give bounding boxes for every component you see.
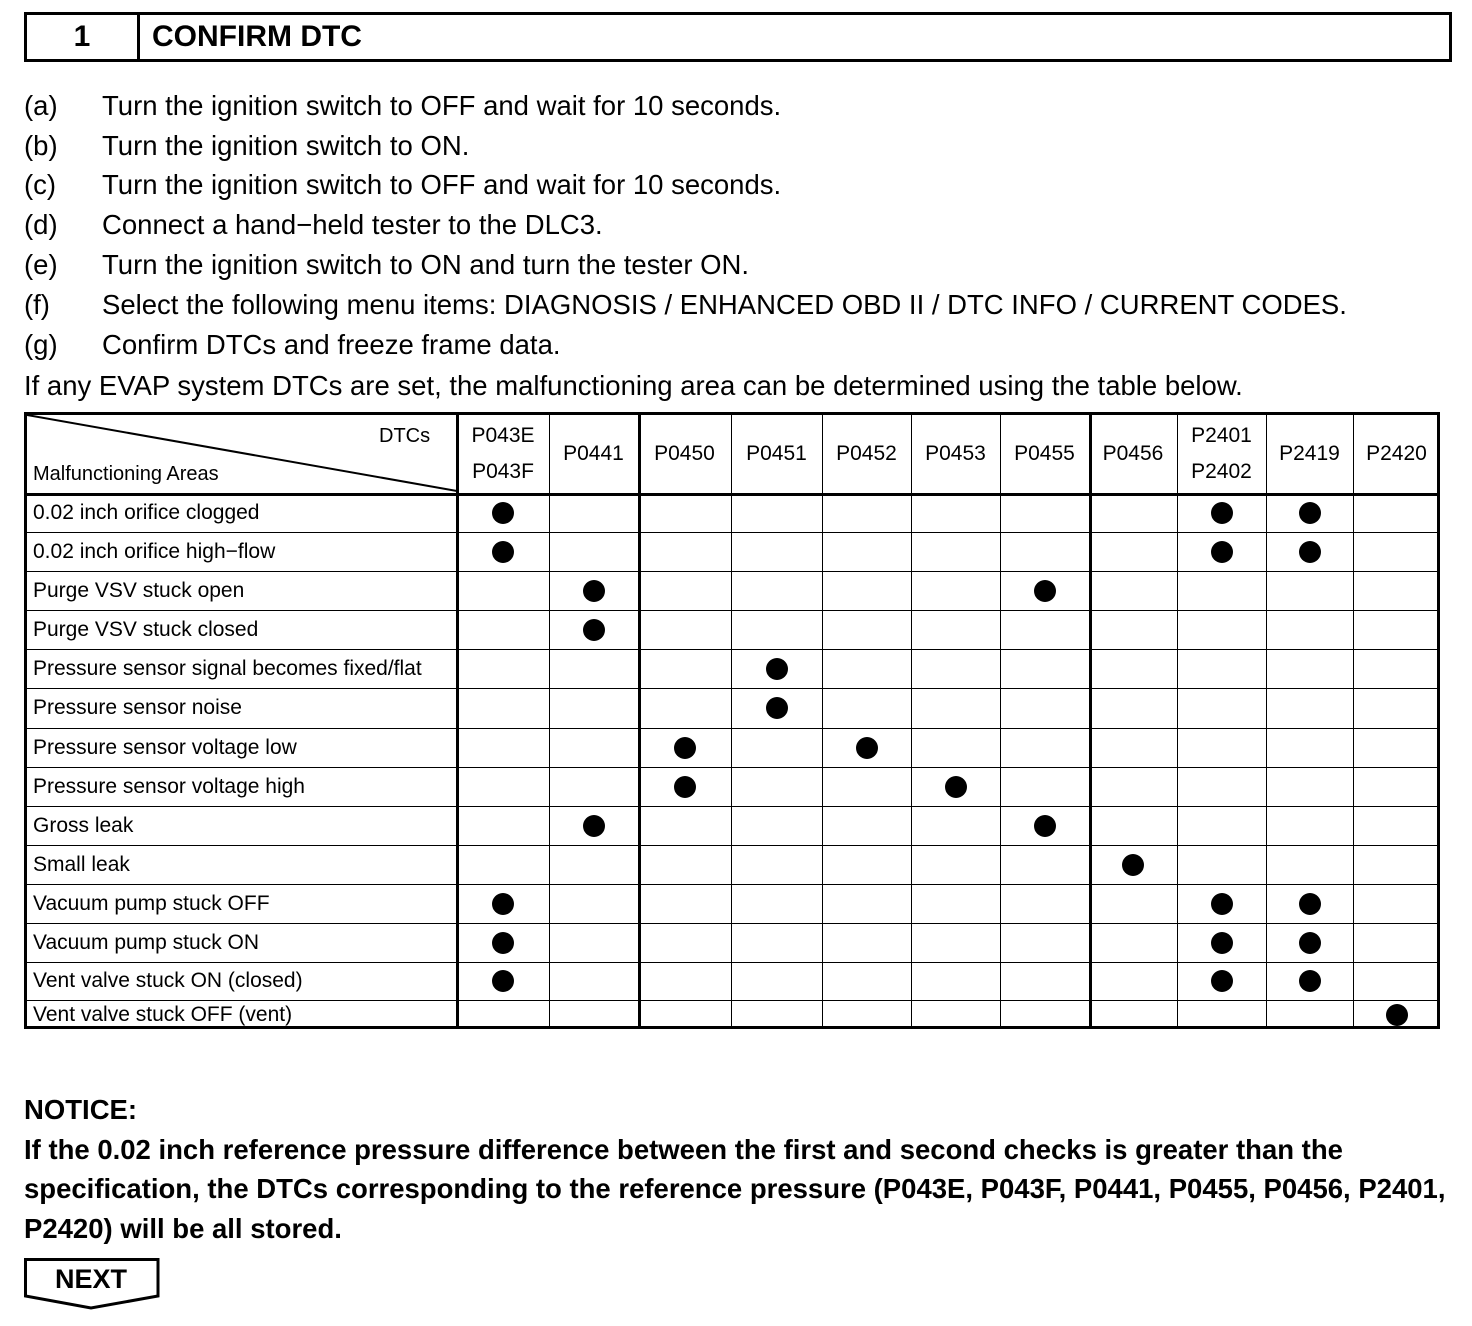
dtc-code: P2402 (1191, 460, 1252, 483)
table-column-divider (911, 415, 912, 1026)
malfunction-area-label: Small leak (33, 852, 130, 876)
step-label: (g) (24, 328, 58, 360)
dtc-mark-dot (1211, 502, 1233, 524)
dtc-mark-dot (1299, 932, 1321, 954)
table-row-divider (27, 806, 1437, 807)
dtc-mark-dot (1299, 893, 1321, 915)
dtc-code: P2420 (1366, 442, 1427, 465)
table-column-divider (822, 415, 823, 1026)
dtc-mark-dot (583, 619, 605, 641)
procedure-step (24, 86, 1464, 126)
table-column-divider (1177, 415, 1178, 1026)
dtc-mark-dot (674, 776, 696, 798)
step-text: Turn the ignition switch to ON. (102, 129, 470, 161)
table-column-divider (1089, 415, 1092, 1026)
dtc-code: P0441 (563, 442, 624, 465)
table-column-divider (638, 415, 641, 1026)
malfunction-area-label: 0.02 inch orifice high−flow (33, 539, 276, 563)
dtc-mark-dot (1386, 1004, 1408, 1026)
dtc-mark-dot (1034, 580, 1056, 602)
step-header (24, 12, 1452, 62)
malfunction-area-label: Pressure sensor signal becomes fixed/flat (33, 656, 422, 680)
dtc-mark-dot (492, 893, 514, 915)
step-number: 1 (27, 15, 140, 59)
dtc-mark-dot (583, 815, 605, 837)
step-text: Connect a hand−held tester to the DLC3. (102, 209, 603, 241)
malfunction-area-label: Purge VSV stuck open (33, 578, 245, 602)
dtc-code: P043F (472, 460, 534, 483)
dtc-column-header (549, 415, 638, 493)
step-label: (b) (24, 129, 58, 161)
dtc-code: P0453 (925, 442, 986, 465)
dtc-mark-dot (492, 932, 514, 954)
malfunction-area-label: Vacuum pump stuck OFF (33, 891, 270, 915)
corner-areas-label: Malfunctioning Areas (33, 463, 219, 485)
next-button[interactable] (24, 1258, 164, 1317)
malfunction-area-label: Vent valve stuck OFF (vent) (33, 1002, 293, 1026)
malfunction-area-label: Gross leak (33, 813, 134, 837)
dtc-mark-dot (766, 658, 788, 680)
procedure-step (24, 205, 1464, 245)
dtc-mark-dot (1299, 502, 1321, 524)
procedure-step (24, 325, 1464, 365)
dtc-mark-dot (492, 970, 514, 992)
dtc-mark-dot (1211, 541, 1233, 563)
dtc-column-header (1000, 415, 1089, 493)
table-column-divider (1000, 415, 1001, 1026)
dtc-code: P0456 (1102, 442, 1164, 465)
step-text: Turn the ignition switch to OFF and wait for 10 seconds. (102, 89, 782, 121)
dtc-column-header (1089, 415, 1177, 493)
step-label: (f) (24, 288, 50, 320)
next-button-label: NEXT (54, 1264, 127, 1294)
dtc-mark-dot (492, 541, 514, 563)
table-column-divider (1266, 415, 1267, 1026)
dtc-column-header (457, 415, 549, 493)
malfunction-area-label: 0.02 inch orifice clogged (33, 500, 260, 524)
dtc-table (24, 412, 1440, 1029)
table-column-divider (549, 415, 550, 1026)
malfunction-area-label: Pressure sensor voltage low (33, 735, 297, 759)
dtc-mark-dot (766, 697, 788, 719)
malfunction-area-label: Pressure sensor voltage high (33, 774, 305, 798)
procedure-steps (24, 86, 1464, 365)
step-label: (e) (24, 249, 58, 281)
dtc-column-header (638, 415, 731, 493)
table-column-divider (1353, 415, 1354, 1026)
dtc-mark-dot (1034, 815, 1056, 837)
notice-body: If the 0.02 inch reference pressure difference between the first and second checks is greater than the specification, the DTCs corresponding to the reference pressure (P043E, P043F, P0441, P0455, P0456, P2401, P2420) will be all stored. (24, 1133, 1446, 1244)
table-intro: If any EVAP system DTCs are set, the malfunctioning area can be determined using the table below. (24, 370, 1243, 401)
procedure-step (24, 245, 1464, 285)
malfunction-area-label: Vent valve stuck ON (closed) (33, 969, 303, 992)
malfunction-area-label: Vacuum pump stuck ON (33, 930, 260, 954)
dtc-column-header (1266, 415, 1353, 493)
dtc-code: P043E (471, 424, 535, 447)
step-label: (d) (24, 209, 58, 241)
dtc-mark-dot (856, 737, 878, 759)
dtc-code: P0450 (654, 442, 715, 465)
dtc-mark-dot (945, 776, 967, 798)
malfunction-area-label: Pressure sensor noise (33, 696, 242, 719)
dtc-code: P0451 (746, 442, 807, 465)
notice-title: NOTICE: (24, 1094, 138, 1125)
dtc-mark-dot (1122, 854, 1144, 876)
step-title: CONFIRM DTC (152, 20, 362, 53)
procedure-step (24, 166, 1464, 206)
procedure-step (24, 285, 1464, 325)
dtc-mark-dot (1299, 541, 1321, 563)
dtc-mark-dot (1211, 932, 1233, 954)
step-label: (a) (24, 89, 58, 121)
procedure-step (24, 126, 1464, 166)
corner-dtcs-label: DTCs (379, 425, 431, 447)
dtc-mark-dot (1299, 970, 1321, 992)
table-column-divider (731, 415, 732, 1026)
step-text: Select the following menu items: DIAGNOSIS / ENHANCED OBD II / DTC INFO / CURRENT CODES. (102, 288, 1347, 320)
step-text: Turn the ignition switch to ON and turn the tester ON. (102, 249, 750, 281)
dtc-column-header (822, 415, 911, 493)
step-label: (c) (24, 169, 57, 201)
step-text: Confirm DTCs and freeze frame data. (102, 328, 561, 360)
dtc-mark-dot (1211, 893, 1233, 915)
table-row-divider (27, 845, 1437, 846)
dtc-code: P0452 (836, 442, 897, 465)
dtc-column-header (731, 415, 822, 493)
notice (24, 1090, 1464, 1248)
malfunction-area-label: Purge VSV stuck closed (33, 617, 259, 641)
dtc-mark-dot (674, 737, 696, 759)
dtc-code: P2401 (1191, 424, 1252, 447)
step-text: Turn the ignition switch to OFF and wait for 10 seconds. (102, 169, 782, 201)
dtc-mark-dot (583, 580, 605, 602)
dtc-column-header (1177, 415, 1266, 493)
dtc-code: P0455 (1014, 442, 1075, 465)
dtc-column-header (911, 415, 1000, 493)
dtc-column-header (1353, 415, 1440, 493)
dtc-mark-dot (1211, 970, 1233, 992)
dtc-mark-dot (492, 502, 514, 524)
table-column-divider (456, 415, 459, 1026)
dtc-code: P2419 (1279, 442, 1340, 465)
